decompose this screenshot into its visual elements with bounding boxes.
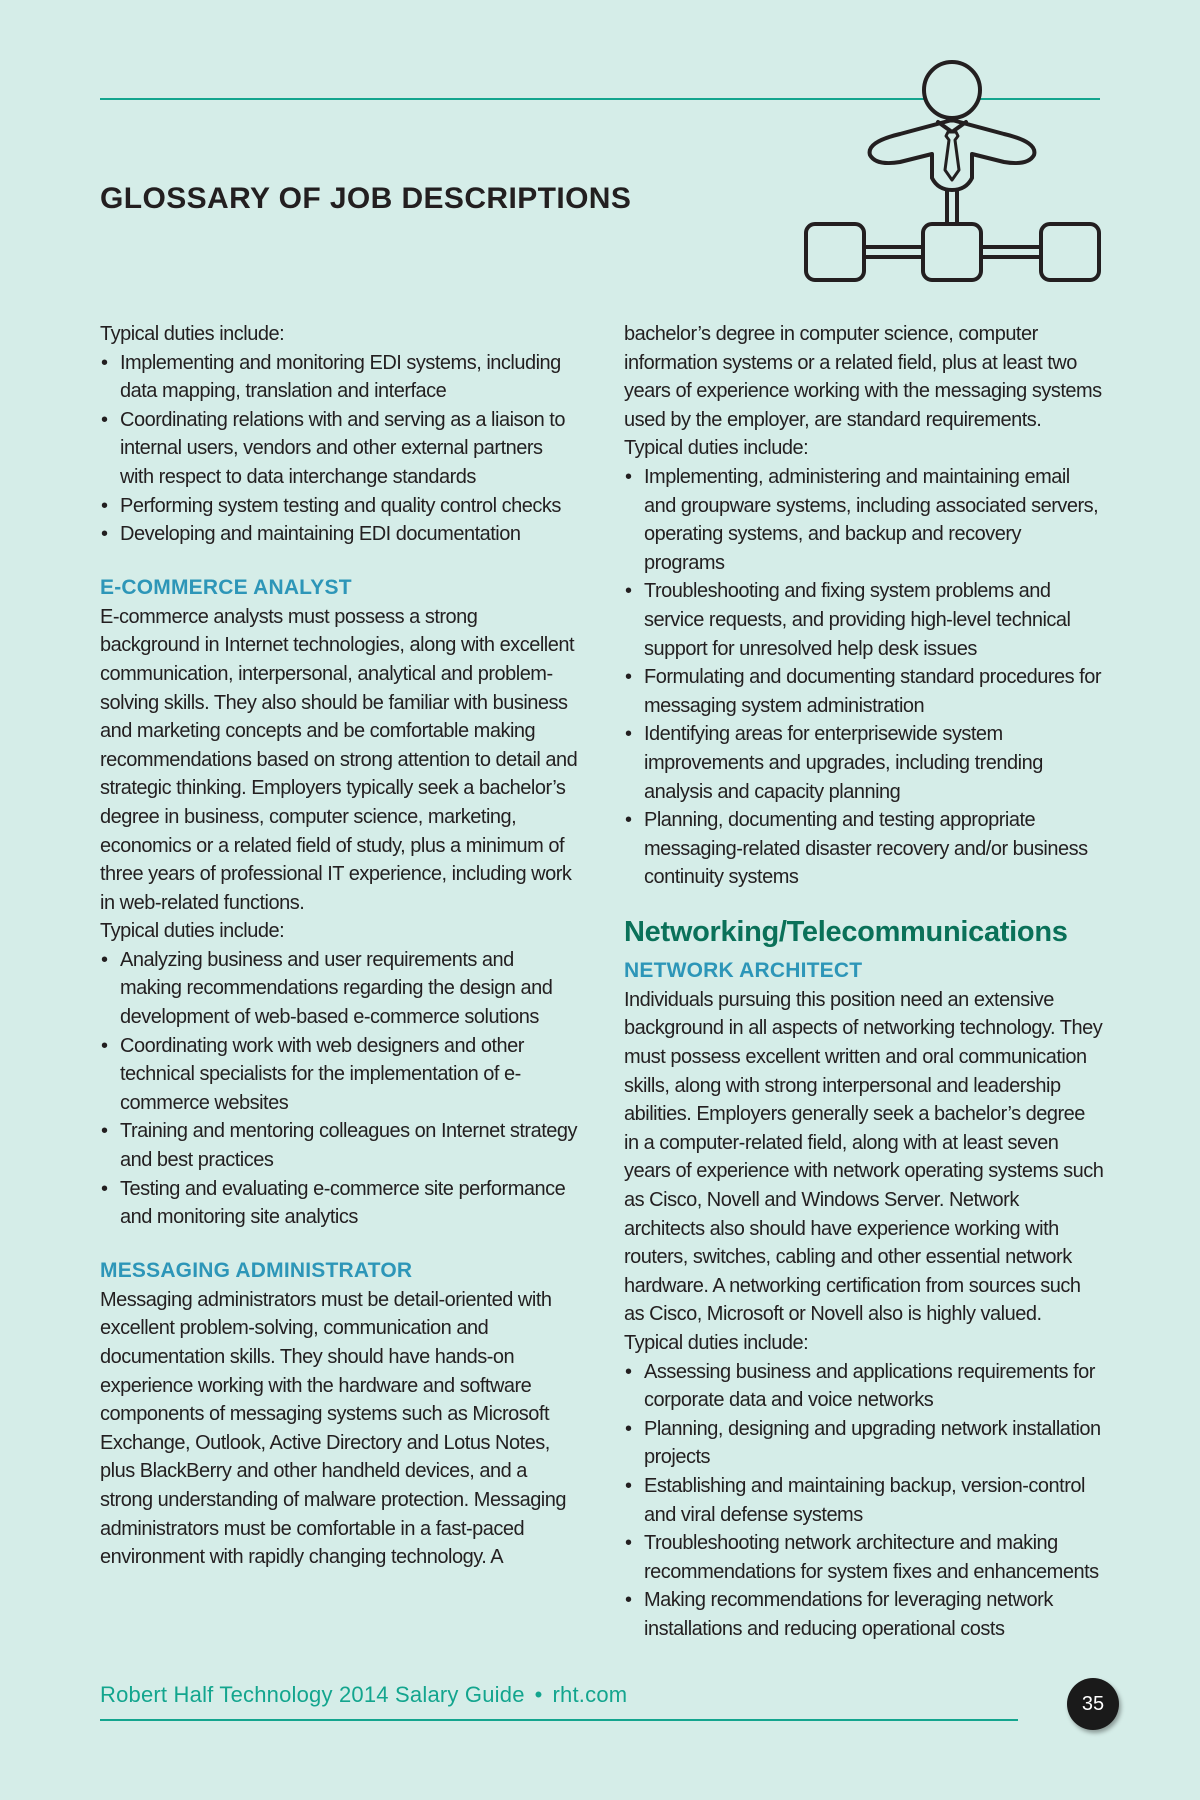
page-number: 35 [1067, 1678, 1119, 1730]
list-item: • Assessing business and applications requirements for corporate data and voice networks [624, 1358, 1104, 1415]
list-item: • Troubleshooting network architecture and making recommendations for system fixes and enhancements [624, 1529, 1104, 1586]
list-item: • Analyzing business and user requirements and making recommendations regarding the design and development of web-based e-commerce solutions [100, 946, 580, 1032]
list-item: • Training and mentoring colleagues on Internet strategy and best practices [100, 1117, 580, 1174]
footer-guide-title: Robert Half Technology 2014 Salary Guide [100, 1682, 525, 1707]
list-item: • Coordinating work with web designers and other technical specialists for the implementation of e-commerce websites [100, 1032, 580, 1118]
messaging-description-continued: bachelor’s degree in computer science, computer information systems or a related field, plus at least two years of experience working with the messaging systems used by the employer, are standard requirements. [624, 323, 1102, 431]
ecommerce-duties-list [100, 946, 580, 1232]
job-title-ecommerce-analyst: E-COMMERCE ANALYST [100, 575, 352, 599]
section-title-networking: Networking/Telecommunications [624, 915, 1068, 948]
messaging-duties-list [624, 463, 1104, 892]
list-item: • Performing system testing and quality control checks [100, 492, 580, 521]
list-item: • Troubleshooting and fixing system problems and service requests, and providing high-level technical support for unresolved help desk issues [624, 577, 1104, 663]
footer-separator: • [534, 1682, 543, 1707]
list-item: • Planning, designing and upgrading network installation projects [624, 1415, 1104, 1472]
network-architect-description: Individuals pursuing this position need an extensive background in all aspects of networking technology. They must possess excellent written and oral communication skills, along with strong interpersonal and leadership abilities. Employers generally seek a bachelor’s degree in a computer-related field, along with at least seven years of experience with network operating systems such as Cisco, Novell and Windows Server. Network architects also should have experience working with routers, switches, cabling and other essential network hardware. A networking certification from sources such as Cisco, Microsoft or Novell also is highly valued. [624, 988, 1104, 1326]
list-item: • Developing and maintaining EDI documentation [100, 520, 580, 549]
network-duties-intro: Typical duties include: [624, 1332, 809, 1354]
footer-rule [100, 1719, 1018, 1721]
messaging-duties-intro: Typical duties include: [624, 437, 809, 460]
list-item: • Making recommendations for leveraging network installations and reducing operational costs [624, 1586, 1104, 1643]
list-item: • Coordinating relations with and serving as a liaison to internal users, vendors and other external partners with respect to data interchange standards [100, 406, 580, 492]
ecommerce-description: E-commerce analysts must possess a strong background in Internet technologies, along with excellent communication, interpersonal, analytical and problem-solving skills. They also should be familiar with business and marketing concepts and be comfortable making recommendations based on strong attention to detail and strategic thinking. Employers typically seek a bachelor’s degree in business, computer science, marketing, economics or a related field of study, plus a minimum of three years of professional IT experience, including work in web-related functions. [100, 605, 578, 914]
ecommerce-duties-intro: Typical duties include: [100, 920, 285, 943]
list-item: • Planning, documenting and testing appropriate messaging-related disaster recovery and/or business continuity systems [624, 806, 1104, 892]
list-item: • Identifying areas for enterprisewide system improvements and upgrades, including trending analysis and capacity planning [624, 720, 1104, 806]
network-duties-list [624, 1358, 1104, 1644]
list-item: • Establishing and maintaining backup, version-control and viral defense systems [624, 1472, 1104, 1529]
footer-publication [100, 1682, 627, 1708]
list-item: • Implementing, administering and maintaining email and groupware systems, including associated servers, operating systems, and backup and recovery programs [624, 463, 1104, 577]
list-item: • Implementing and monitoring EDI systems, including data mapping, translation and interface [100, 349, 580, 406]
edi-duties-intro: Typical duties include: [100, 323, 285, 345]
messaging-description: Messaging administrators must be detail-oriented with excellent problem-solving, communication and documentation skills. They should have hands-on experience working with the hardware and software components of messaging systems such as Microsoft Exchange, Outlook, Active Directory and Lotus Notes, plus BlackBerry and other handheld devices, and a strong understanding of malware protection. Messaging administrators must be comfortable in a fast-paced environment with rapidly changing technology. A [100, 1288, 566, 1569]
edi-duties-list [100, 349, 580, 549]
footer-website: rht.com [552, 1682, 628, 1707]
list-item: • Testing and evaluating e-commerce site performance and monitoring site analytics [100, 1175, 580, 1232]
page-title: GLOSSARY OF JOB DESCRIPTIONS [100, 182, 632, 215]
job-title-network-architect: NETWORK ARCHITECT [624, 958, 863, 982]
job-title-messaging-administrator: MESSAGING ADMINISTRATOR [100, 1258, 413, 1282]
right-column [624, 320, 1104, 1644]
org-chart-person-icon [800, 50, 1105, 285]
left-column [100, 320, 580, 1572]
list-item: • Formulating and documenting standard procedures for messaging system administration [624, 663, 1104, 720]
